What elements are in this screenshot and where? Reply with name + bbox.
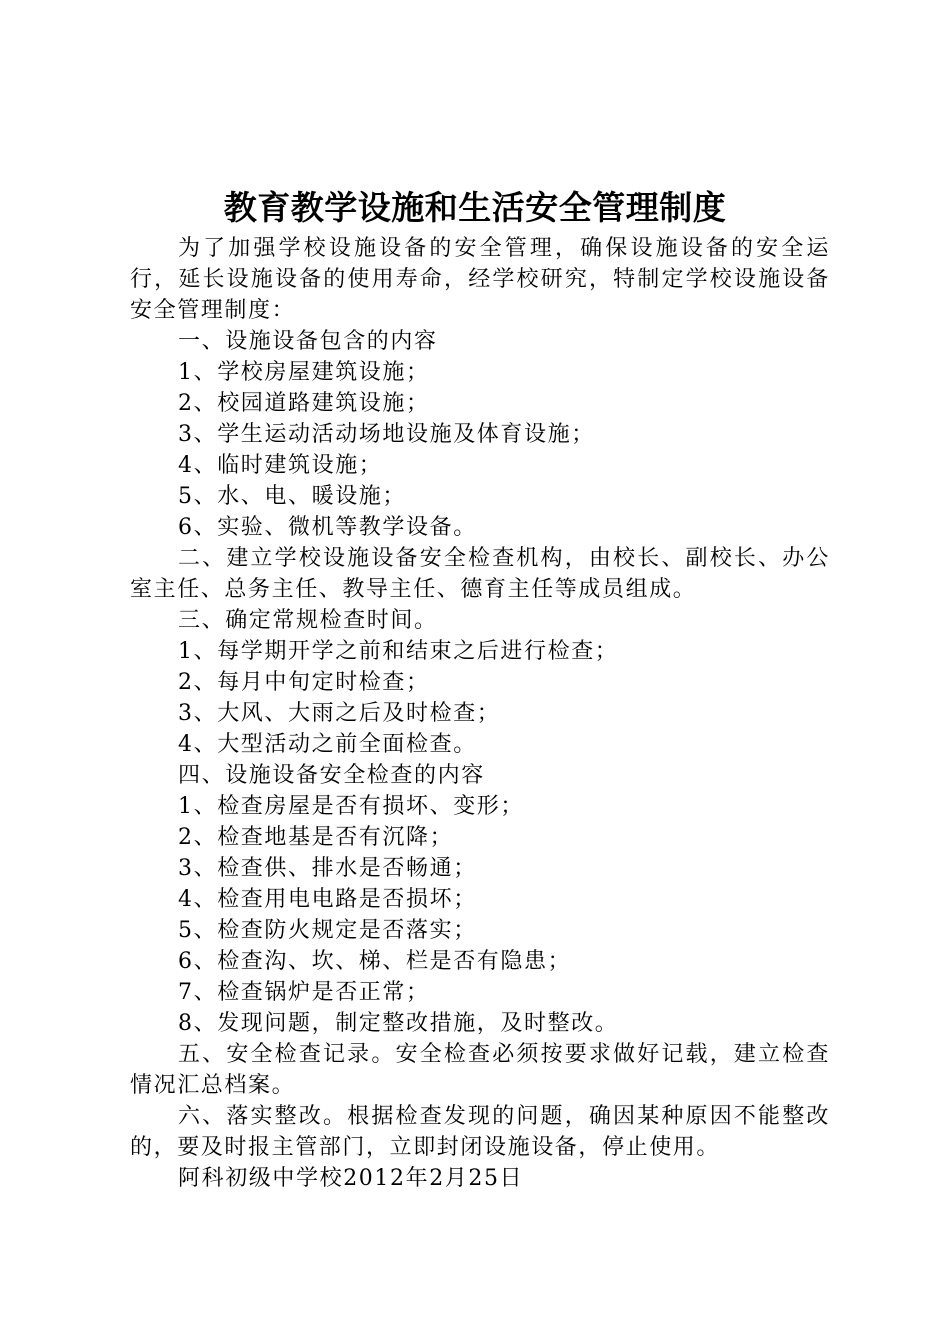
list-item: 7、检查锅炉是否正常；	[178, 980, 430, 1005]
list-item: 2、每月中旬定时检查；	[178, 670, 430, 695]
list-item: 6、实验、微机等教学设备。	[178, 515, 477, 540]
list-item: 4、临时建筑设施；	[178, 453, 383, 478]
section-heading: 五、安全检查记录。安全检查必须按要求做好记载，建立检查情况汇总档案。	[130, 1042, 830, 1098]
section-heading: 四、设施设备安全检查的内容	[178, 763, 485, 788]
list-item: 3、检查供、排水是否畅通；	[178, 856, 477, 881]
list-item: 5、水、电、暖设施；	[178, 484, 406, 509]
list-item: 1、每学期开学之前和结束之后进行检查；	[178, 639, 619, 664]
document-title: 教育教学设施和生活安全管理制度	[223, 188, 727, 227]
section-heading: 二、建立学校设施设备安全检查机构，由校长、副校长、办公室主任、总务主任、教导主任、德育主任等成员组成。	[130, 546, 830, 602]
section-heading: 三、确定常规检查时间。	[178, 608, 438, 633]
list-item: 2、检查地基是否有沉降；	[178, 825, 454, 850]
document-body	[130, 233, 830, 1194]
list-item: 1、检查房屋是否有损坏、变形；	[178, 794, 524, 819]
list-item: 1、学校房屋建筑设施；	[178, 360, 430, 385]
list-item: 4、检查用电电路是否损坏；	[178, 887, 477, 912]
list-item: 6、检查沟、坎、梯、栏是否有隐患；	[178, 949, 572, 974]
signature-date: 阿科初级中学校2012年2月25日	[178, 1166, 524, 1191]
section-heading: 一、设施设备包含的内容	[178, 329, 438, 354]
list-item: 3、大风、大雨之后及时检查；	[178, 701, 501, 726]
section-heading: 六、落实整改。根据检查发现的问题，确因某种原因不能整改的，要及时报主管部门，立即封闭设施设备，停止使用。	[130, 1104, 830, 1160]
list-item: 4、大型活动之前全面检查。	[178, 732, 477, 757]
list-item: 5、检查防火规定是否落实；	[178, 918, 477, 943]
intro-paragraph: 为了加强学校设施设备的安全管理，确保设施设备的安全运行，延长设施设备的使用寿命，经学校研究，特制定学校设施设备安全管理制度：	[130, 236, 830, 323]
list-item: 3、学生运动活动场地设施及体育设施；	[178, 422, 595, 447]
list-item: 2、校园道路建筑设施；	[178, 391, 430, 416]
list-item: 8、发现问题，制定整改措施，及时整改。	[178, 1011, 619, 1036]
